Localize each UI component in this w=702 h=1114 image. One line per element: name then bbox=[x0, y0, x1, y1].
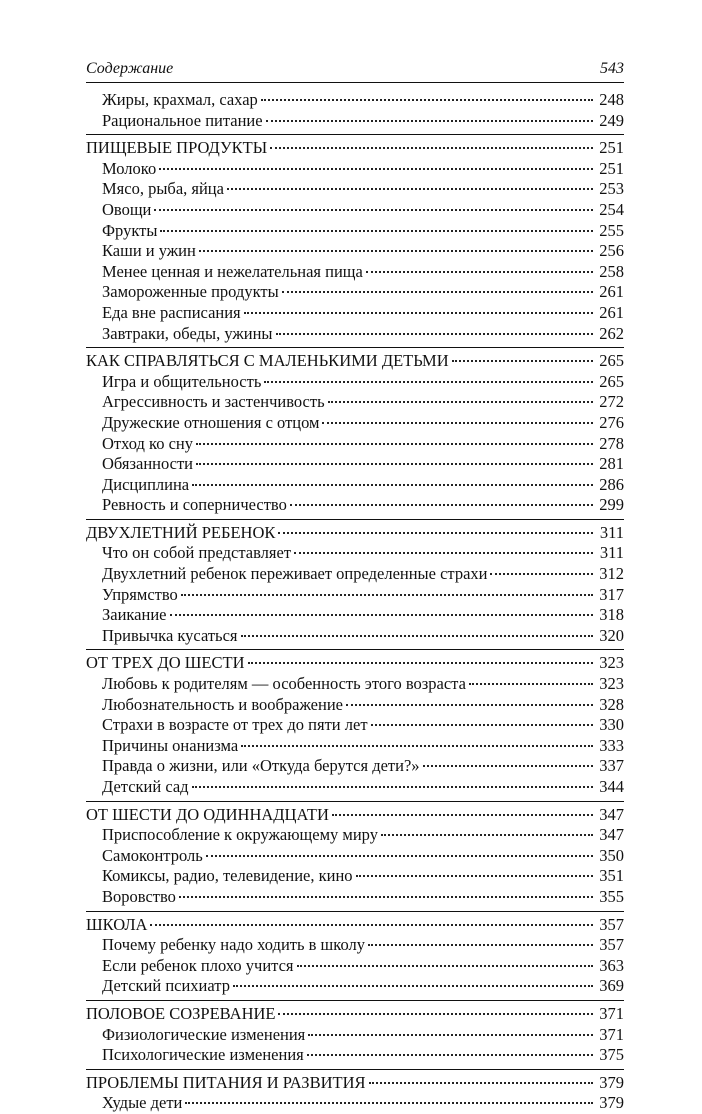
toc-entry bbox=[86, 1045, 624, 1066]
header-rule bbox=[86, 82, 624, 83]
dot-leader bbox=[261, 99, 593, 101]
dot-leader bbox=[294, 552, 593, 554]
dot-leader bbox=[179, 896, 593, 898]
toc-entry-label: Дружеские отношения с отцом bbox=[102, 412, 320, 432]
toc-entry-page-number: 258 bbox=[599, 261, 624, 281]
toc-chapter-label: ОТ ШЕСТИ ДО ОДИННАДЦАТИ bbox=[86, 804, 329, 824]
toc-entry-page-number: 347 bbox=[599, 825, 624, 845]
dot-leader bbox=[150, 924, 593, 926]
dot-leader bbox=[244, 312, 593, 314]
toc-entry-label: Худые дети bbox=[102, 1093, 183, 1113]
toc-entry bbox=[86, 454, 624, 475]
table-of-contents bbox=[86, 90, 624, 1114]
dot-leader bbox=[366, 271, 593, 273]
dot-leader bbox=[270, 147, 593, 149]
dot-leader bbox=[276, 333, 594, 335]
dot-leader bbox=[233, 985, 593, 987]
toc-entry bbox=[86, 825, 624, 846]
toc-entry-label: Завтраки, обеды, ужины bbox=[102, 323, 273, 343]
toc-chapter-label: ДВУХЛЕТНИЙ РЕБЕНОК bbox=[86, 522, 276, 542]
toc-entry-page-number: 265 bbox=[599, 371, 624, 391]
dot-leader bbox=[308, 1034, 593, 1036]
toc-chapter-page-number: 265 bbox=[599, 351, 624, 371]
running-head bbox=[86, 60, 624, 82]
toc-entry-page-number: 333 bbox=[599, 735, 624, 755]
toc-chapter bbox=[86, 1073, 624, 1094]
toc-entry bbox=[86, 324, 624, 345]
toc-entry-label: Каши и ужин bbox=[102, 241, 196, 261]
dot-leader bbox=[154, 209, 593, 211]
section-divider bbox=[86, 519, 624, 520]
dot-leader bbox=[322, 422, 593, 424]
toc-entry-label: Приспособление к окружающему миру bbox=[102, 825, 378, 845]
toc-chapter-label: ПОЛОВОЕ СОЗРЕВАНИЕ bbox=[86, 1003, 276, 1023]
toc-entry-page-number: 369 bbox=[599, 976, 624, 996]
toc-entry-label: Обязанности bbox=[102, 454, 194, 474]
toc-entry bbox=[86, 159, 624, 180]
dot-leader bbox=[278, 532, 593, 534]
toc-chapter bbox=[86, 805, 624, 826]
toc-entry-label: Еда вне расписания bbox=[102, 302, 241, 322]
toc-entry-label: Игра и общительность bbox=[102, 371, 262, 391]
toc-section bbox=[86, 134, 624, 344]
toc-entry-page-number: 251 bbox=[599, 158, 624, 178]
toc-entry-page-number: 261 bbox=[599, 282, 624, 302]
toc-entry bbox=[86, 262, 624, 283]
toc-entry-page-number: 357 bbox=[599, 935, 624, 955]
toc-entry-label: Ревность и соперничество bbox=[102, 495, 287, 515]
toc-entry-page-number: 278 bbox=[599, 433, 624, 453]
toc-entry-label: Молоко bbox=[102, 158, 157, 178]
toc-entry bbox=[86, 434, 624, 455]
section-divider bbox=[86, 801, 624, 802]
dot-leader bbox=[159, 168, 593, 170]
dot-leader bbox=[297, 965, 594, 967]
dot-leader bbox=[264, 381, 593, 383]
toc-entry bbox=[86, 475, 624, 496]
toc-entry bbox=[86, 605, 624, 626]
toc-entry-label: Детский психиатр bbox=[102, 976, 230, 996]
toc-chapter-label: ПИЩЕВЫЕ ПРОДУКТЫ bbox=[86, 138, 268, 158]
toc-chapter-label: ПРОБЛЕМЫ ПИТАНИЯ И РАЗВИТИЯ bbox=[86, 1072, 366, 1092]
dot-leader bbox=[248, 662, 593, 664]
toc-entry-page-number: 363 bbox=[599, 955, 624, 975]
toc-entry-page-number: 312 bbox=[599, 564, 624, 584]
toc-section bbox=[86, 649, 624, 797]
toc-entry-page-number: 350 bbox=[599, 845, 624, 865]
toc-entry-page-number: 317 bbox=[599, 584, 624, 604]
dot-leader bbox=[371, 724, 593, 726]
dot-leader bbox=[241, 635, 594, 637]
toc-entry-label: Жиры, крахмал, сахар bbox=[102, 90, 258, 109]
toc-chapter-label: КАК СПРАВЛЯТЬСЯ С МАЛЕНЬКИМИ ДЕТЬМИ bbox=[86, 351, 449, 371]
toc-entry-page-number: 253 bbox=[599, 179, 624, 199]
toc-entry bbox=[86, 935, 624, 956]
running-head-title: Содержание bbox=[86, 60, 174, 77]
dot-leader bbox=[227, 188, 593, 190]
toc-chapter bbox=[86, 915, 624, 936]
section-divider bbox=[86, 347, 624, 348]
toc-section bbox=[86, 519, 624, 647]
toc-section bbox=[86, 801, 624, 908]
toc-entry bbox=[86, 626, 624, 647]
toc-entry-page-number: 262 bbox=[599, 323, 624, 343]
toc-entry-page-number: 256 bbox=[599, 241, 624, 261]
toc-entry bbox=[86, 392, 624, 413]
dot-leader bbox=[368, 944, 593, 946]
toc-entry-label: Правда о жизни, или «Откуда берутся дети?» bbox=[102, 756, 420, 776]
toc-entry bbox=[86, 564, 624, 585]
toc-entry-label: Что он собой представляет bbox=[102, 543, 292, 563]
toc-chapter-page-number: 357 bbox=[599, 914, 624, 934]
toc-chapter-page-number: 371 bbox=[599, 1003, 624, 1023]
dot-leader bbox=[196, 463, 593, 465]
dot-leader bbox=[328, 401, 593, 403]
toc-entry bbox=[86, 976, 624, 997]
toc-entry bbox=[86, 756, 624, 777]
toc-entry-label: Детский сад bbox=[102, 777, 189, 796]
dot-leader bbox=[356, 875, 593, 877]
toc-entry-label: Агрессивность и застенчивость bbox=[102, 392, 325, 412]
dot-leader bbox=[452, 360, 593, 362]
toc-chapter-page-number: 379 bbox=[599, 1072, 624, 1092]
toc-entry bbox=[86, 413, 624, 434]
toc-entry bbox=[86, 221, 624, 242]
toc-entry-page-number: 299 bbox=[599, 495, 624, 515]
section-divider bbox=[86, 1069, 624, 1070]
toc-entry bbox=[86, 777, 624, 798]
toc-entry bbox=[86, 695, 624, 716]
toc-entry-label: Упрямство bbox=[102, 584, 178, 604]
toc-section bbox=[86, 1000, 624, 1066]
dot-leader bbox=[160, 230, 593, 232]
toc-section bbox=[86, 347, 624, 516]
toc-section bbox=[86, 90, 624, 131]
toc-entry-page-number: 344 bbox=[599, 777, 624, 796]
toc-entry bbox=[86, 866, 624, 887]
dot-leader bbox=[369, 1082, 594, 1084]
toc-entry-page-number: 371 bbox=[599, 1024, 624, 1044]
section-divider bbox=[86, 911, 624, 912]
toc-entry-label: Любовь к родителям — особенность этого возраста bbox=[102, 674, 466, 694]
toc-entry-label: Если ребенок плохо учится bbox=[102, 955, 294, 975]
toc-entry bbox=[86, 200, 624, 221]
toc-entry-page-number: 249 bbox=[599, 110, 624, 130]
toc-chapter bbox=[86, 523, 624, 544]
toc-entry-label: Психологические изменения bbox=[102, 1045, 304, 1065]
toc-entry bbox=[86, 90, 624, 111]
dot-leader bbox=[185, 1102, 593, 1104]
toc-entry-label: Воровство bbox=[102, 886, 176, 906]
dot-leader bbox=[381, 834, 593, 836]
dot-leader bbox=[290, 504, 593, 506]
running-head-page-number: 543 bbox=[600, 60, 624, 77]
toc-entry-label: Самоконтроль bbox=[102, 845, 203, 865]
toc-entry-page-number: 323 bbox=[599, 674, 624, 694]
dot-leader bbox=[192, 786, 593, 788]
dot-leader bbox=[181, 594, 593, 596]
section-divider bbox=[86, 1000, 624, 1001]
dot-leader bbox=[346, 704, 593, 706]
toc-entry-label: Овощи bbox=[102, 199, 152, 219]
toc-entry bbox=[86, 111, 624, 132]
toc-chapter-page-number: 251 bbox=[599, 138, 624, 158]
toc-entry bbox=[86, 241, 624, 262]
toc-entry-label: Физиологические изменения bbox=[102, 1024, 306, 1044]
toc-chapter bbox=[86, 138, 624, 159]
toc-chapter bbox=[86, 351, 624, 372]
toc-chapter-page-number: 347 bbox=[599, 804, 624, 824]
toc-entry-page-number: 330 bbox=[599, 715, 624, 735]
toc-entry-label: Двухлетний ребенок переживает определенные страхи bbox=[102, 564, 488, 584]
toc-entry-label: Менее ценная и нежелательная пища bbox=[102, 261, 363, 281]
dot-leader bbox=[278, 1013, 593, 1015]
toc-entry-label: Страхи в возрасте от трех до пяти лет bbox=[102, 715, 368, 735]
section-divider bbox=[86, 134, 624, 135]
dot-leader bbox=[490, 573, 593, 575]
toc-entry-page-number: 337 bbox=[599, 756, 624, 776]
toc-chapter-label: ОТ ТРЕХ ДО ШЕСТИ bbox=[86, 653, 245, 673]
toc-entry-label: Замороженные продукты bbox=[102, 282, 279, 302]
toc-entry-label: Отход ко сну bbox=[102, 433, 193, 453]
dot-leader bbox=[170, 614, 594, 616]
dot-leader bbox=[282, 291, 593, 293]
dot-leader bbox=[241, 745, 593, 747]
toc-entry-page-number: 254 bbox=[599, 199, 624, 219]
toc-entry bbox=[86, 585, 624, 606]
toc-entry-page-number: 272 bbox=[599, 392, 624, 412]
toc-entry bbox=[86, 1025, 624, 1046]
toc-entry-label: Комиксы, радио, телевидение, кино bbox=[102, 866, 353, 886]
toc-entry-page-number: 355 bbox=[599, 886, 624, 906]
toc-entry-label: Любознательность и воображение bbox=[102, 694, 343, 714]
toc-chapter-page-number: 323 bbox=[599, 653, 624, 673]
toc-entry-page-number: 248 bbox=[599, 90, 624, 109]
toc-entry-label: Привычка кусаться bbox=[102, 625, 238, 645]
toc-entry-page-number: 328 bbox=[599, 694, 624, 714]
toc-chapter bbox=[86, 653, 624, 674]
toc-entry bbox=[86, 543, 624, 564]
toc-entry-label: Почему ребенку надо ходить в школу bbox=[102, 935, 365, 955]
dot-leader bbox=[307, 1054, 593, 1056]
toc-entry bbox=[86, 372, 624, 393]
toc-entry-label: Мясо, рыба, яйца bbox=[102, 179, 224, 199]
toc-entry bbox=[86, 303, 624, 324]
toc-entry-label: Заикание bbox=[102, 605, 167, 625]
toc-entry bbox=[86, 956, 624, 977]
toc-entry-page-number: 261 bbox=[599, 302, 624, 322]
section-divider bbox=[86, 649, 624, 650]
toc-entry-page-number: 375 bbox=[599, 1045, 624, 1065]
dot-leader bbox=[423, 765, 593, 767]
toc-entry bbox=[86, 282, 624, 303]
toc-entry-page-number: 351 bbox=[599, 866, 624, 886]
toc-entry-label: Дисциплина bbox=[102, 474, 190, 494]
toc-entry bbox=[86, 887, 624, 908]
dot-leader bbox=[266, 120, 593, 122]
dot-leader bbox=[192, 484, 593, 486]
toc-chapter-label: ШКОЛА bbox=[86, 914, 148, 934]
dot-leader bbox=[332, 814, 593, 816]
toc-entry-page-number: 320 bbox=[599, 625, 624, 645]
toc-entry bbox=[86, 495, 624, 516]
toc-entry-label: Рациональное питание bbox=[102, 110, 263, 130]
toc-entry-page-number: 311 bbox=[599, 543, 624, 563]
toc-section bbox=[86, 911, 624, 997]
dot-leader bbox=[196, 443, 593, 445]
toc-entry bbox=[86, 736, 624, 757]
toc-entry-page-number: 318 bbox=[599, 605, 624, 625]
toc-entry-page-number: 379 bbox=[599, 1093, 624, 1113]
toc-chapter bbox=[86, 1004, 624, 1025]
toc-entry-page-number: 281 bbox=[599, 454, 624, 474]
toc-entry bbox=[86, 846, 624, 867]
toc-entry-label: Фрукты bbox=[102, 220, 158, 240]
toc-section bbox=[86, 1069, 624, 1114]
toc-chapter-page-number: 311 bbox=[599, 522, 624, 542]
toc-entry-page-number: 276 bbox=[599, 412, 624, 432]
dot-leader bbox=[206, 855, 593, 857]
toc-entry-label: Причины онанизма bbox=[102, 735, 239, 755]
toc-entry-page-number: 255 bbox=[599, 220, 624, 240]
toc-entry bbox=[86, 674, 624, 695]
toc-entry bbox=[86, 1093, 624, 1114]
dot-leader bbox=[469, 683, 593, 685]
dot-leader bbox=[199, 250, 593, 252]
toc-entry-page-number: 286 bbox=[599, 474, 624, 494]
toc-entry bbox=[86, 179, 624, 200]
toc-entry bbox=[86, 715, 624, 736]
